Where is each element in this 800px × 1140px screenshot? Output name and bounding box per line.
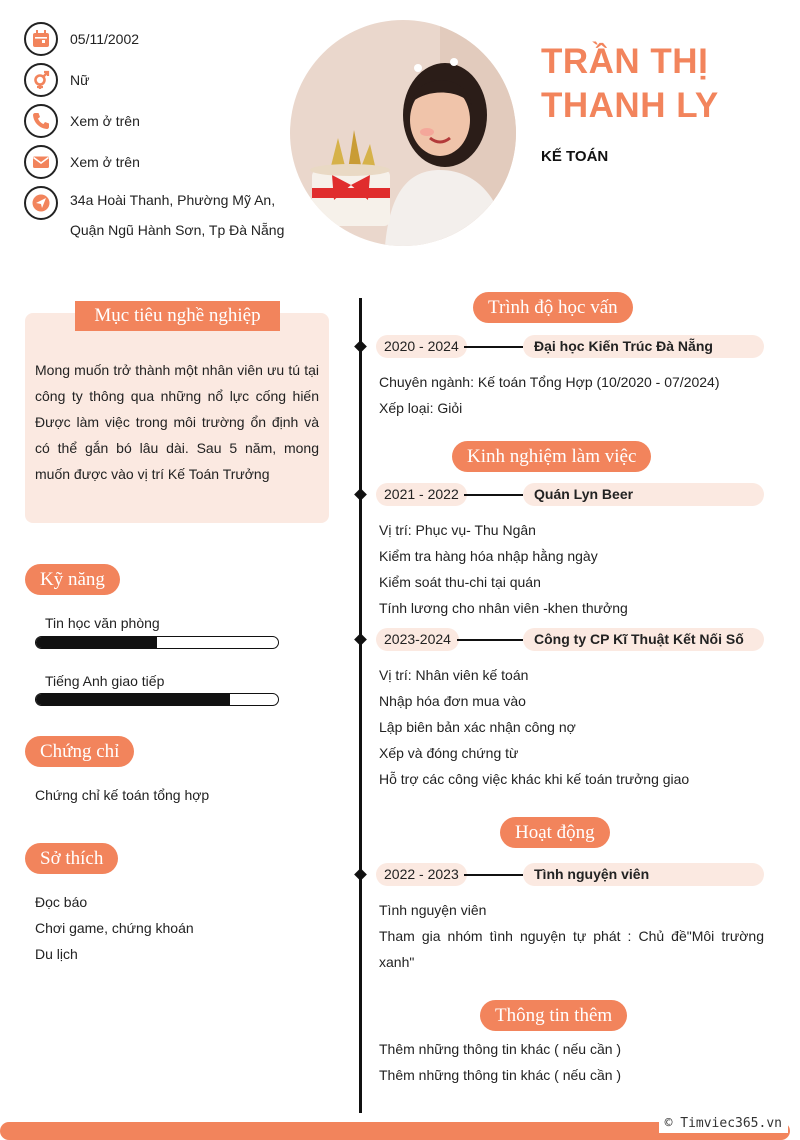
experience-line: Lập biên bản xác nhận công nợ bbox=[379, 719, 576, 735]
experience-period-1: 2021 - 2022 bbox=[376, 483, 467, 506]
extra-line: Thêm những thông tin khác ( nếu cần ) bbox=[379, 1041, 622, 1057]
experience-period-2: 2023-2024 bbox=[376, 628, 459, 651]
extra-details bbox=[379, 1036, 764, 1088]
timeline-connector bbox=[464, 346, 523, 348]
experience-line: Xếp và đóng chứng từ bbox=[379, 745, 519, 761]
certificates-title: Chứng chỉ bbox=[25, 736, 134, 767]
experience-title: Kinh nghiệm làm việc bbox=[452, 441, 651, 472]
skill-bar-english bbox=[35, 693, 279, 706]
activities-period: 2022 - 2023 bbox=[376, 863, 467, 886]
timeline-connector bbox=[457, 639, 523, 641]
extra-line: Thêm những thông tin khác ( nếu cần ) bbox=[379, 1067, 622, 1083]
skill-bar-office bbox=[35, 636, 279, 649]
experience-line: Vị trí: Nhân viên kế toán bbox=[379, 667, 529, 683]
timeline-node bbox=[354, 633, 367, 646]
education-org: Đại học Kiến Trúc Đà Nẵng bbox=[523, 335, 764, 358]
email-text: Xem ở trên bbox=[70, 154, 140, 170]
address-line-1: 34a Hoài Thanh, Phường Mỹ An, bbox=[70, 192, 276, 208]
timeline-node bbox=[354, 488, 367, 501]
timeline-connector bbox=[464, 494, 523, 496]
experience-line: Vị trí: Phục vụ- Thu Ngân bbox=[379, 522, 536, 538]
experience-details-1 bbox=[379, 517, 764, 621]
objective-text: Mong muốn trở thành một nhân viên ưu tú tại công ty thông qua những nổ lực cống hiến Được làm việc trong môi trường ổn định và có thể gắn bó lâu dài. Sau 5 năm, mong muốn được vào vị trí Kế Toán Trưởng bbox=[35, 362, 319, 482]
name-line-2: THANH LY bbox=[541, 86, 719, 125]
activities-details bbox=[379, 897, 764, 975]
experience-org-1: Quán Lyn Beer bbox=[523, 483, 764, 506]
hobby-item-reading: Đọc báo bbox=[35, 894, 88, 910]
address-text bbox=[70, 185, 284, 245]
birthday-text: 05/11/2002 bbox=[70, 31, 140, 47]
address-line-2: Quận Ngũ Hành Sơn, Tp Đà Nẵng bbox=[70, 222, 285, 238]
activities-line: Tình nguyện viên bbox=[379, 902, 487, 918]
activities-line: Tham gia nhóm tình nguyện tự phát : Chủ đề"Môi trường xanh" bbox=[379, 928, 764, 970]
contact-email bbox=[24, 145, 140, 179]
name-line-1: TRẦN THỊ bbox=[541, 42, 709, 81]
job-title: KẾ TOÁN bbox=[541, 148, 609, 165]
skill-fill-english bbox=[36, 694, 230, 705]
skills-title: Kỹ năng bbox=[25, 564, 120, 595]
contact-birthday bbox=[24, 22, 139, 56]
hobby-item-games: Chơi game, chứng khoán bbox=[35, 920, 194, 936]
hobbies-title: Sở thích bbox=[25, 843, 118, 874]
education-line: Chuyên ngành: Kế toán Tổng Hợp (10/2020 - 07/2024) bbox=[379, 374, 720, 390]
education-line: Xếp loại: Giỏi bbox=[379, 400, 463, 416]
skill-label-english: Tiếng Anh giao tiếp bbox=[45, 673, 165, 689]
timeline-line bbox=[359, 298, 362, 1113]
activities-org: Tình nguyện viên bbox=[523, 863, 764, 886]
footer-credit: © Timviec365.vn bbox=[659, 1115, 788, 1133]
location-icon bbox=[24, 186, 58, 220]
timeline-node bbox=[354, 868, 367, 881]
experience-details-2 bbox=[379, 662, 764, 792]
experience-line: Nhập hóa đơn mua vào bbox=[379, 693, 526, 709]
skill-fill-office bbox=[36, 637, 157, 648]
envelope-icon bbox=[24, 145, 58, 179]
profile-photo bbox=[290, 20, 516, 246]
experience-line: Tính lương cho nhân viên -khen thưởng bbox=[379, 600, 628, 616]
activities-title: Hoạt động bbox=[500, 817, 610, 848]
experience-line: Kiểm tra hàng hóa nhập hằng ngày bbox=[379, 548, 598, 564]
skill-label-office: Tin học văn phòng bbox=[45, 615, 160, 631]
experience-org-2: Công ty CP Kĩ Thuật Kết Nối Số bbox=[523, 628, 764, 651]
experience-line: Kiểm soát thu-chi tại quán bbox=[379, 574, 541, 590]
education-details bbox=[379, 369, 764, 421]
hobby-item-travel: Du lịch bbox=[35, 946, 78, 962]
calendar-icon bbox=[24, 22, 58, 56]
contact-gender bbox=[24, 63, 89, 97]
certificate-item: Chứng chỉ kế toán tổng hợp bbox=[35, 787, 210, 803]
extra-title: Thông tin thêm bbox=[480, 1000, 627, 1031]
timeline-connector bbox=[464, 874, 523, 876]
gender-text: Nữ bbox=[70, 72, 90, 88]
phone-text: Xem ở trên bbox=[70, 113, 140, 129]
timeline-node bbox=[354, 340, 367, 353]
contact-phone bbox=[24, 104, 140, 138]
contact-address bbox=[24, 186, 284, 245]
experience-line: Hỗ trợ các công việc khác khi kế toán trưởng giao bbox=[379, 771, 690, 787]
full-name bbox=[541, 40, 719, 128]
education-period: 2020 - 2024 bbox=[376, 335, 467, 358]
objective-title: Mục tiêu nghề nghiệp bbox=[75, 301, 280, 331]
phone-icon bbox=[24, 104, 58, 138]
education-title: Trình độ học vấn bbox=[473, 292, 633, 323]
gender-icon bbox=[24, 63, 58, 97]
